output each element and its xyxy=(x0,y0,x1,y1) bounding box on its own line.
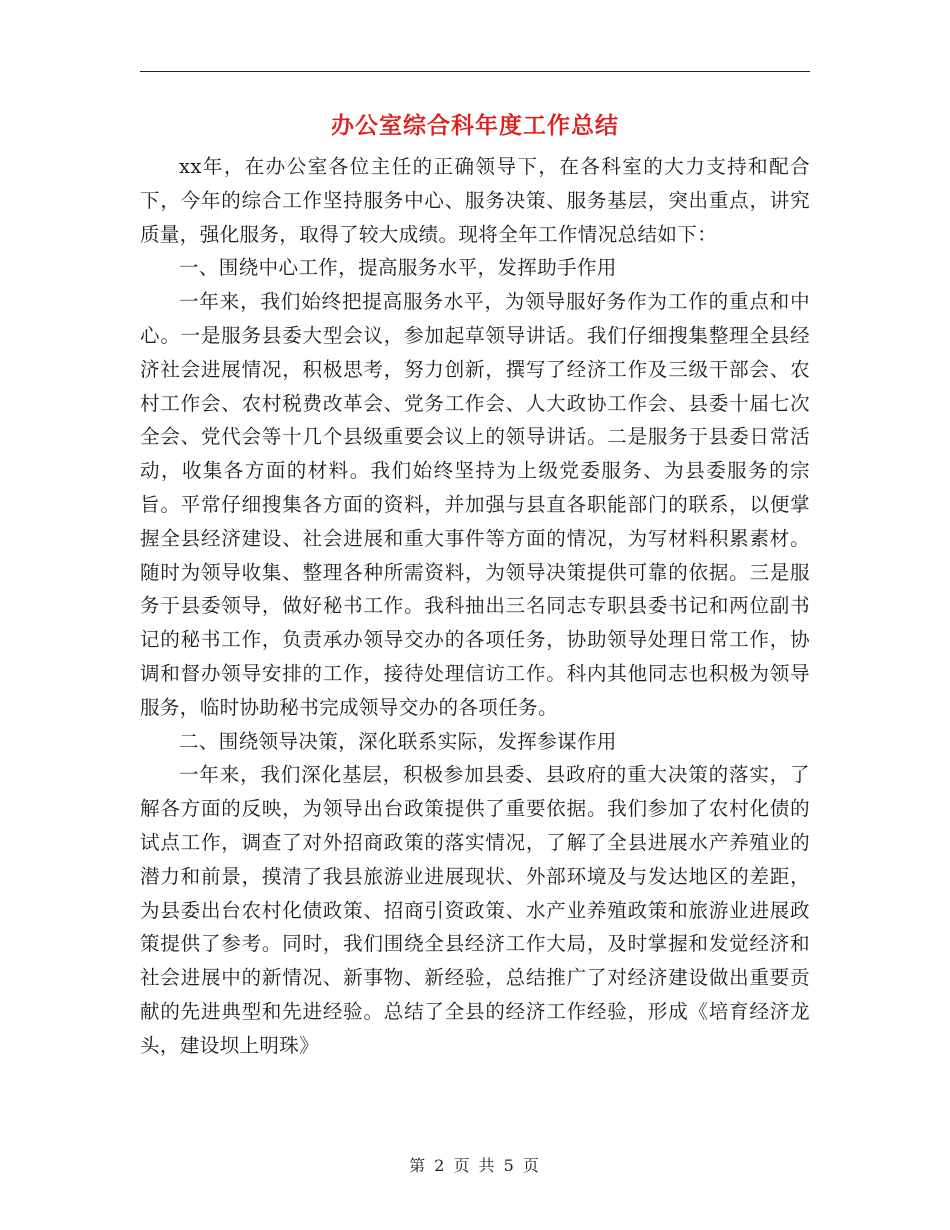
section-2-paragraph: 一年来，我们深化基层，积极参加县委、县政府的重大决策的落实，了解各方面的反映，为领导出台政策提供了重要依据。我们参加了农村化债的试点工作，调查了对外招商政策的落实情况，了解了全县进展水产养殖业的潜力和前景，摸清了我县旅游业进展现状、外部环境及与发达地区的差距，为县委出台农村化债政策、招商引资政策、水产业养殖政策和旅游业进展政策提供了参考。同时，我们围绕全县经济工作大局，及时掌握和发觉经济和社会进展中的新情况、新事物、新经验，总结推广了对经济建设做出重要贡献的先进典型和先进经验。总结了全县的经济工作经验，形成《培育经济龙头，建设坝上明珠》 xyxy=(140,763,810,1057)
section-1-paragraph: 一年来，我们始终把提高服务水平，为领导服好务作为工作的重点和中心。一是服务县委大型会议，参加起草领导讲话。我们仔细搜集整理全县经济社会进展情况，积极思考，努力创新，撰写了经济工作及三级干部会、农村工作会、农村税费改革会、党务工作会、人大政协工作会、县委十届七次全会、党代会等十几个县级重要会议上的领导讲话。二是服务于县委日常活动，收集各方面的材料。我们始终坚持为上级党委服务、为县委服务的宗旨。平常仔细搜集各方面的资料，并加强与县直各职能部门的联系，以便掌握全县经济建设、社会进展和重大事件等方面的情况，为写材料积累素材。随时为领导收集、整理各种所需资料，为领导决策提供可靠的依据。三是服务于县委领导，做好秘书工作。我科抽出三名同志专职县委书记和两位副书记的秘书工作，负责承办领导交办的各项任务，协助领导处理日常工作，协调和督办领导安排的工作，接待处理信访工作。科内其他同志也积极为领导服务，临时协助秘书完成领导交办的各项任务。 xyxy=(140,290,810,719)
page-number: 第 2 页 共 5 页 xyxy=(409,1156,541,1175)
section-heading-2: 二、围绕领导决策，深化联系实际，发挥参谋作用 xyxy=(179,729,617,753)
intro-paragraph: xx年，在办公室各位主任的正确领导下，在各科室的大力支持和配合下，今年的综合工作坚持服务中心、服务决策、服务基层，突出重点，讲究质量，强化服务，取得了较大成绩。现将全年工作情况总结如下： xyxy=(140,155,810,246)
document-title: 办公室综合科年度工作总结 xyxy=(331,112,619,139)
section-heading-1: 一、围绕中心工作，提高服务水平，发挥助手作用 xyxy=(179,256,617,280)
document-body xyxy=(140,150,810,1063)
header-rule xyxy=(140,71,810,72)
